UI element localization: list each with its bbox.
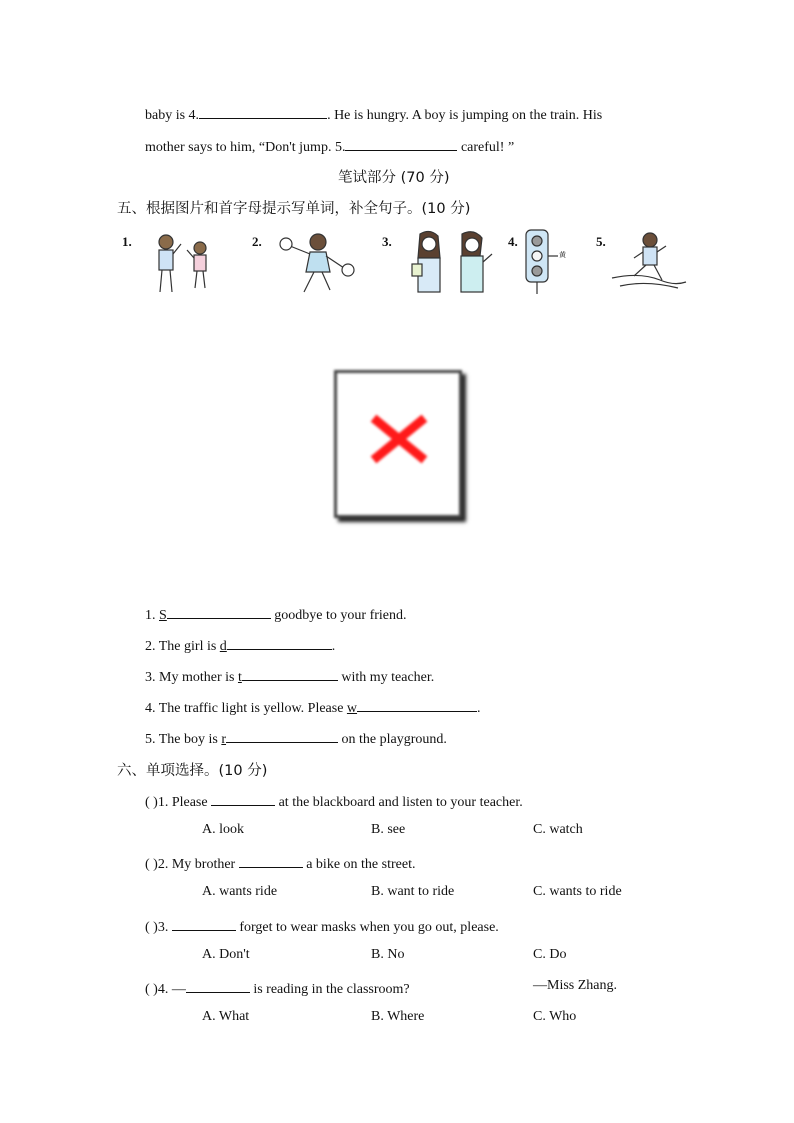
answer-blank[interactable]	[172, 916, 236, 931]
sentence-1: 1. S goodbye to your friend.	[145, 604, 407, 624]
question-3: ( )3. forget to wear masks when you go out, please.	[145, 916, 499, 936]
girl-dancing-icon	[274, 228, 364, 298]
answer-blank[interactable]	[227, 635, 332, 650]
q4-option-c[interactable]: C. Who	[533, 1009, 577, 1024]
broken-image-placeholder	[334, 370, 462, 518]
sentence-3: 3. My mother is t with my teacher.	[145, 666, 434, 686]
two-kids-waving-icon	[144, 228, 234, 298]
answer-blank[interactable]	[167, 604, 271, 619]
sentence-2: 2. The girl is d .	[145, 635, 335, 655]
answer-blank[interactable]	[211, 791, 275, 806]
section-6-heading: 六、单项选择。(10 分)	[117, 763, 268, 779]
q2-option-b[interactable]: B. want to ride	[371, 884, 455, 899]
question-2: ( )2. My brother a bike on the street.	[145, 853, 415, 873]
answer-blank[interactable]	[357, 697, 477, 712]
answer-paren[interactable]: ( )	[145, 857, 158, 872]
answer-blank[interactable]	[226, 728, 338, 743]
answer-paren[interactable]: ( )	[145, 982, 158, 997]
picture-row: 1. 2. 3. 4. 黄 5.	[118, 228, 678, 298]
broken-image-x-icon	[337, 373, 459, 515]
q2-option-a[interactable]: A. wants ride	[202, 884, 278, 899]
q4-option-b[interactable]: B. Where	[371, 1009, 425, 1024]
two-women-talking-icon	[400, 228, 500, 298]
passage-line-2: mother says to him, “Don't jump. 5. careful! ”	[145, 136, 514, 156]
passage-line-1: baby is 4. . He is hungry. A boy is jumping on the train. His	[145, 104, 602, 124]
q1-option-c[interactable]: C. watch	[533, 822, 583, 837]
answer-paren[interactable]: ( )	[145, 795, 158, 810]
answer-blank[interactable]	[199, 104, 327, 119]
boy-running-icon	[610, 228, 690, 298]
answer-paren[interactable]: ( )	[145, 920, 158, 935]
q3-option-c[interactable]: C. Do	[533, 947, 567, 962]
written-part-title: 笔试部分 (70 分)	[338, 170, 450, 186]
sentence-5: 5. The boy is r on the playground.	[145, 728, 447, 748]
q3-option-a[interactable]: A. Don't	[202, 947, 250, 962]
q1-option-a[interactable]: A. look	[202, 822, 244, 837]
yellow-label: 黄	[559, 251, 566, 259]
answer-blank[interactable]	[239, 853, 303, 868]
q2-option-c[interactable]: C. wants to ride	[533, 884, 622, 899]
question-4: ( )4. — is reading in the classroom?	[145, 978, 410, 998]
answer-blank[interactable]	[345, 136, 457, 151]
q1-option-b[interactable]: B. see	[371, 822, 406, 837]
answer-blank[interactable]	[186, 978, 250, 993]
section-5-heading: 五、根据图片和首字母提示写单词，补全句子。(10 分)	[117, 201, 471, 217]
q4-option-a[interactable]: A. What	[202, 1009, 250, 1024]
traffic-light-icon	[522, 228, 582, 298]
sentence-4: 4. The traffic light is yellow. Please w .	[145, 697, 481, 717]
question-1: ( )1. Please at the blackboard and listen to your teacher.	[145, 791, 523, 811]
answer-blank[interactable]	[242, 666, 338, 681]
q4-answer: —Miss Zhang.	[533, 978, 617, 993]
q3-option-b[interactable]: B. No	[371, 947, 405, 962]
